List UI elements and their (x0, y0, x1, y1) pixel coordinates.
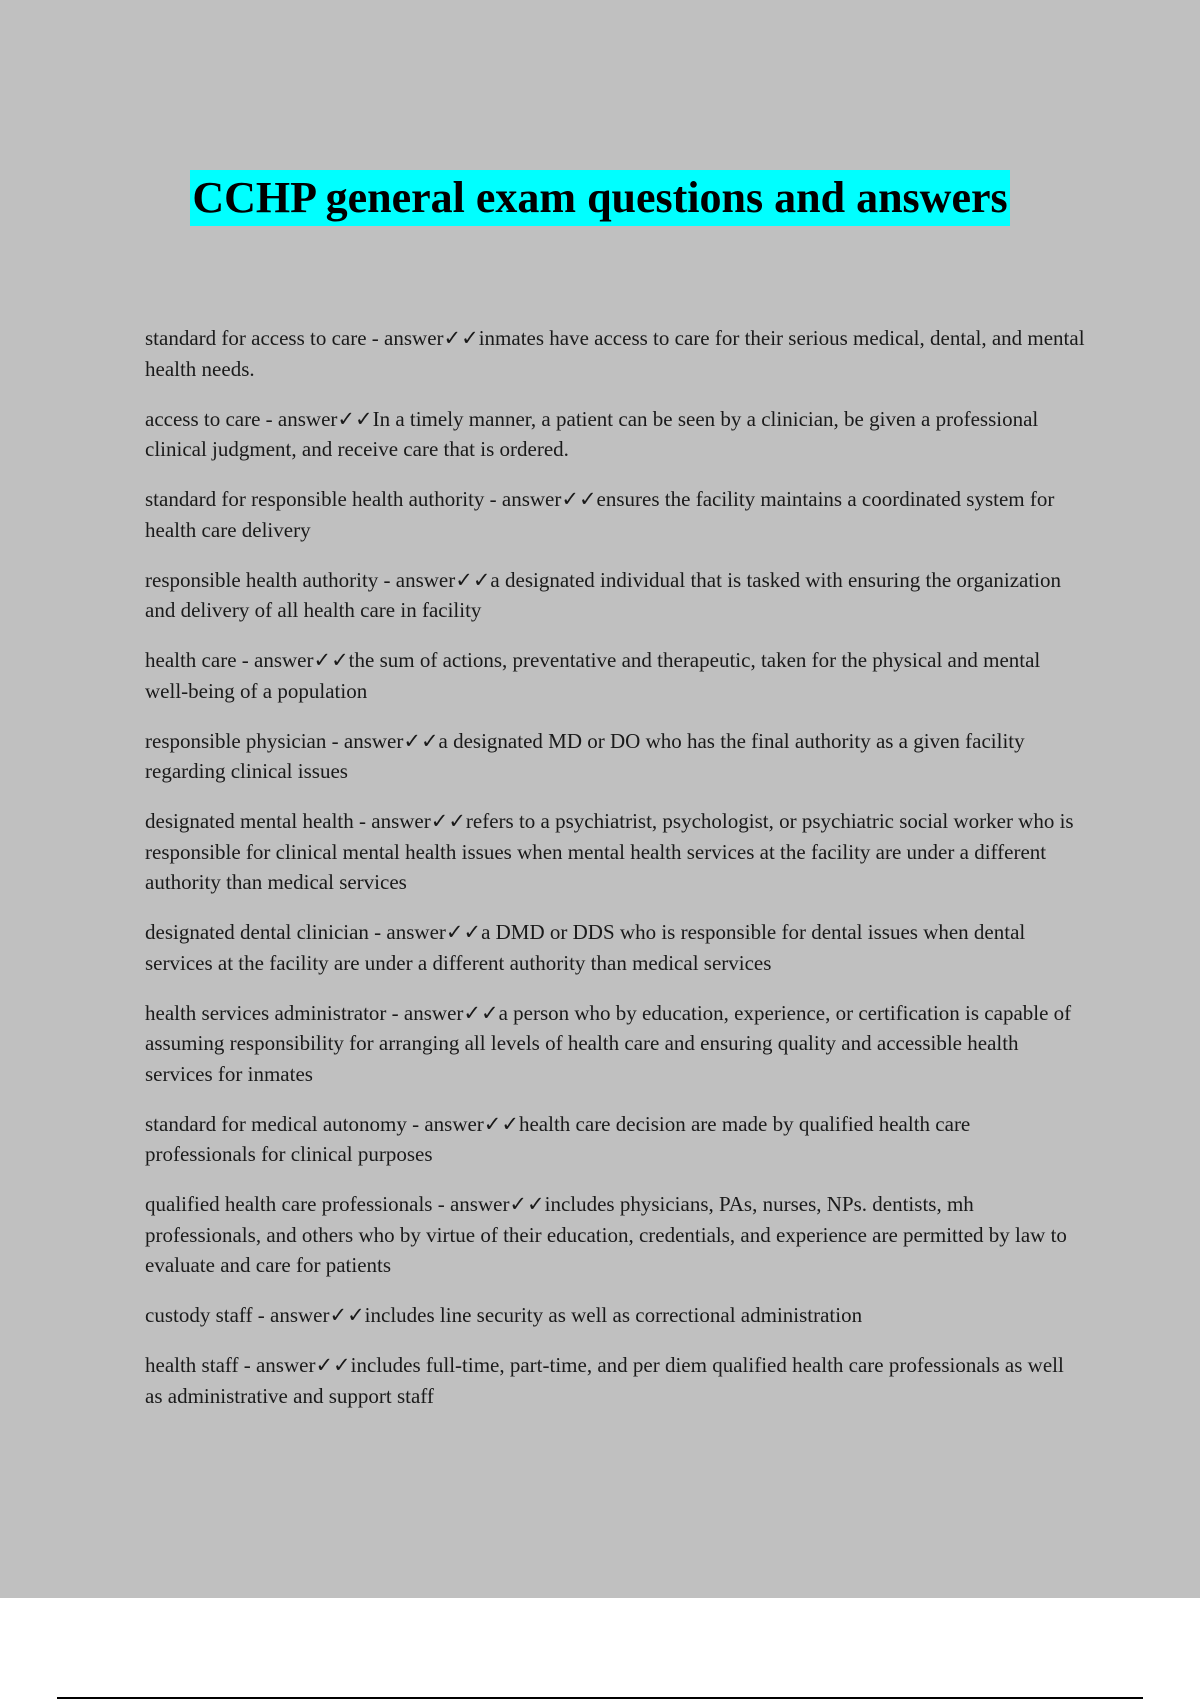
qa-entry: health services administrator - answer✓✓a person who by education, experience, or certification is capable of assuming responsibility for arranging all levels of health care and ensuring quality and accessible health services for inmates (145, 1000, 1072, 1086)
qa-entry: access to care - answer✓✓In a timely manner, a patient can be seen by a clinician, be given a professional clinical judgment, and receive care that is ordered. (145, 406, 1039, 461)
footer-divider (57, 1697, 1143, 1699)
qa-entry: designated dental clinician - answer✓✓a DMD or DDS who is responsible for dental issues when dental services at the facility are under a different authority than medical services (145, 920, 1026, 975)
qa-list (145, 323, 1085, 1431)
qa-entry: designated mental health - answer✓✓refers to a psychiatrist, psychologist, or psychiatric social worker who is responsible for clinical mental health issues when mental health services at the facility are under a different authority than medical services (145, 809, 1074, 894)
qa-entry: standard for responsible health authority - answer✓✓ensures the facility maintains a coordinated system for health care delivery (145, 487, 1055, 542)
page-title: CCHP general exam questions and answers (190, 170, 1009, 226)
qa-entry: health staff - answer✓✓includes full-time, part-time, and per diem qualified health care professionals as well as administrative and support staff (145, 1353, 1064, 1408)
qa-entry: health care - answer✓✓the sum of actions, preventative and therapeutic, taken for the physical and mental well-being of a population (145, 648, 1041, 703)
qa-entry: responsible health authority - answer✓✓a designated individual that is tasked with ensuring the organization and delivery of all health care in facility (145, 567, 1062, 622)
qa-entry: qualified health care professionals - answer✓✓includes physicians, PAs, nurses, NPs. dentists, mh professionals, and others who by virtue of their education, credentials, and experience are permitted by law to evaluate and care for patients (145, 1192, 1067, 1277)
qa-entry: responsible physician - answer✓✓a designated MD or DO who has the final authority as a given facility regarding clinical issues (145, 728, 1025, 783)
qa-entry: standard for access to care - answer✓✓inmates have access to care for their serious medical, dental, and mental health needs. (145, 326, 1085, 381)
qa-entry: custody staff - answer✓✓includes line security as well as correctional administration (145, 1303, 863, 1327)
title-container (0, 170, 1200, 226)
qa-entry: standard for medical autonomy - answer✓✓health care decision are made by qualified health care professionals for clinical purposes (145, 1111, 971, 1166)
